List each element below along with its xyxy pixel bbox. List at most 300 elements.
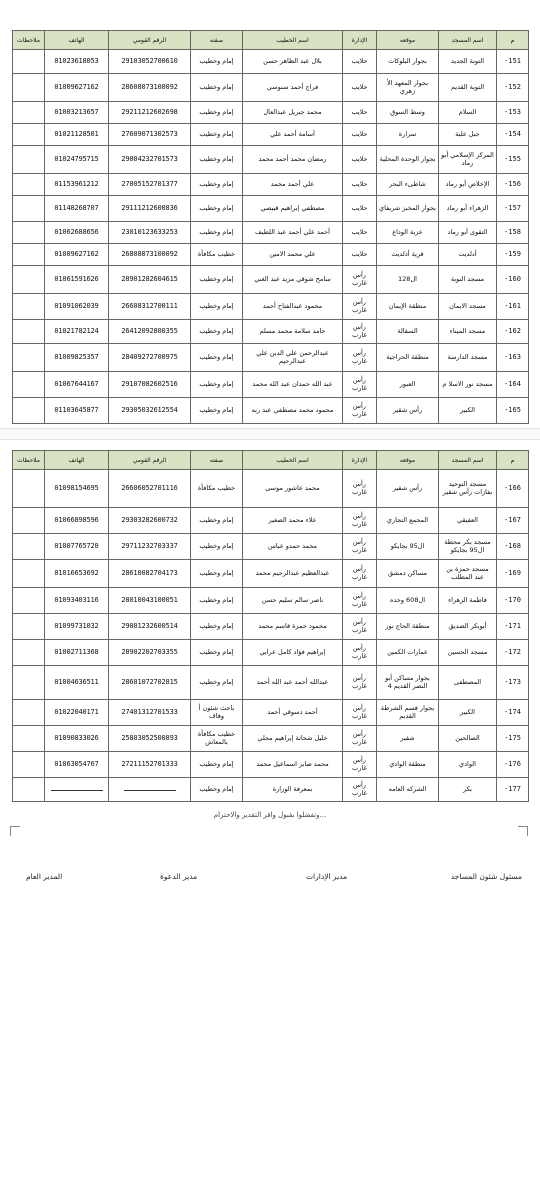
cell-idx: 158- xyxy=(497,222,529,244)
cell-preacher: عبدالله أحمد عبد الله أحمد xyxy=(243,666,343,700)
signature-general-director: المدير العام xyxy=(26,872,63,881)
cell-role: باحث شئون أ وقاف xyxy=(191,700,243,726)
mosques-table-page-2 xyxy=(12,450,528,802)
cell-mosque: مسجد حمزة بن عبد المطلب xyxy=(439,560,497,588)
cell-preacher: محمد حمدو عباس xyxy=(243,534,343,560)
cell-national-id: 28409272700975 xyxy=(109,344,191,372)
cell-phone: 01007765720 xyxy=(45,534,109,560)
cell-preacher: محمود حمزة قاسم محمد xyxy=(243,614,343,640)
cell-admin: رأس غارب xyxy=(343,266,377,294)
table-row xyxy=(13,174,529,196)
cell-notes xyxy=(13,124,45,146)
cell-role: إمام وخطيب xyxy=(191,196,243,222)
table-row xyxy=(13,74,529,102)
cell-admin: رأس غارب xyxy=(343,752,377,778)
cell-role: خطيب مكافأة xyxy=(191,470,243,508)
cell-admin: رأس غارب xyxy=(343,294,377,320)
cell-role: إمام وخطيب xyxy=(191,266,243,294)
cell-preacher: سامح شوقي مزيد عبد الغني xyxy=(243,266,343,294)
cell-mosque: الكبير xyxy=(439,398,497,424)
signature-dawah-director: مدير الدعوة xyxy=(160,872,198,881)
table-row xyxy=(13,50,529,74)
header-idx: م xyxy=(497,31,529,50)
cell-idx: 155- xyxy=(497,146,529,174)
cell-phone: 01063054767 xyxy=(45,752,109,778)
cell-idx: 177- xyxy=(497,778,529,802)
cell-notes xyxy=(13,398,45,424)
cell-national-id: 28902202703355 xyxy=(109,640,191,666)
cell-location: شاطىء البحر xyxy=(377,174,439,196)
cell-notes xyxy=(13,778,45,802)
cell-preacher: محمود محمد مصطفي عبد ربه xyxy=(243,398,343,424)
cell-admin: حلايب xyxy=(343,146,377,174)
header-notes: ملاحظات xyxy=(13,451,45,470)
cell-mosque: المركز الإسلامي أبو رماد xyxy=(439,146,497,174)
cell-phone: 01004636511 xyxy=(45,666,109,700)
table-row xyxy=(13,244,529,266)
cell-national-id: 27401312701533 xyxy=(109,700,191,726)
cell-mosque: مسجد بكر محطة ال95 بجايكو xyxy=(439,534,497,560)
cell-idx: 159- xyxy=(497,244,529,266)
cell-preacher: حامد سلامة محمد مسلم xyxy=(243,320,343,344)
cell-location: بجوار البلوكات xyxy=(377,50,439,74)
header-location: موقعه xyxy=(377,451,439,470)
cell-phone: 01016653692 xyxy=(45,560,109,588)
cell-national-id: 28608073100092 xyxy=(109,74,191,102)
cell-location: شقير xyxy=(377,726,439,752)
cell-role: إمام وخطيب xyxy=(191,222,243,244)
table-row xyxy=(13,778,529,802)
cell-notes xyxy=(13,102,45,124)
cell-idx: 168- xyxy=(497,534,529,560)
cell-notes xyxy=(13,614,45,640)
cell-idx: 164- xyxy=(497,372,529,398)
page-separator xyxy=(0,428,540,440)
cell-location: العبور xyxy=(377,372,439,398)
header-idx: م xyxy=(497,451,529,470)
cell-role: إمام وخطيب xyxy=(191,614,243,640)
table-row xyxy=(13,294,529,320)
cell-mosque: مسجد الميناء xyxy=(439,320,497,344)
table-body-2 xyxy=(13,470,529,802)
cell-idx: 165- xyxy=(497,398,529,424)
cell-national-id: 29107082602516 xyxy=(109,372,191,398)
cell-national-id: 29111212600836 xyxy=(109,196,191,222)
cell-admin: رأس غارب xyxy=(343,726,377,752)
cell-preacher: بلال عبد الظاهر حسن xyxy=(243,50,343,74)
cell-mosque: التوبة القديم xyxy=(439,74,497,102)
table-row xyxy=(13,508,529,534)
cell-mosque: الإخلاص أبو رماد xyxy=(439,174,497,196)
table-row xyxy=(13,124,529,146)
cell-role: إمام وخطيب xyxy=(191,344,243,372)
table-row xyxy=(13,372,529,398)
cell-national-id: 28610082704173 xyxy=(109,560,191,588)
table-header-row xyxy=(13,451,529,470)
header-admin: الإدارة xyxy=(343,31,377,50)
cell-admin: رأس غارب xyxy=(343,778,377,802)
cell-national-id xyxy=(109,778,191,802)
cell-admin: حلايب xyxy=(343,102,377,124)
cell-phone: 01021128501 xyxy=(45,124,109,146)
cell-preacher: رمضان محمد أحمد محمد xyxy=(243,146,343,174)
cell-mosque: المصطفى xyxy=(439,666,497,700)
cell-preacher: علاء محمد الصغير xyxy=(243,508,343,534)
cell-phone: 01103645877 xyxy=(45,398,109,424)
table-row xyxy=(13,700,529,726)
cell-location: منطقة الوادي xyxy=(377,752,439,778)
cell-idx: 156- xyxy=(497,174,529,196)
cell-role: خطيب مكافأة xyxy=(191,244,243,266)
cell-idx: 173- xyxy=(497,666,529,700)
cell-location: السقالة xyxy=(377,320,439,344)
cell-phone: 01009627162 xyxy=(45,244,109,266)
cell-preacher: عبدالعظيم عبدالرحيم محمد xyxy=(243,560,343,588)
cell-phone: 01099731032 xyxy=(45,614,109,640)
cell-role: إمام وخطيب xyxy=(191,74,243,102)
cell-admin: رأس غارب xyxy=(343,534,377,560)
cell-mosque: الكبير xyxy=(439,700,497,726)
cell-phone: 01009825357 xyxy=(45,344,109,372)
cell-admin: رأس غارب xyxy=(343,640,377,666)
cell-admin: رأس غارب xyxy=(343,666,377,700)
cell-admin: حلايب xyxy=(343,196,377,222)
header-role: صفته xyxy=(191,451,243,470)
cell-mosque: التوبة الجديد xyxy=(439,50,497,74)
cell-preacher: محمد عاشور موسى xyxy=(243,470,343,508)
cell-idx: 153- xyxy=(497,102,529,124)
cell-notes xyxy=(13,700,45,726)
cell-preacher: بمعرفة الوزارة xyxy=(243,778,343,802)
cell-preacher: علي محمد الامين xyxy=(243,244,343,266)
cell-role: إمام وخطيب xyxy=(191,124,243,146)
cell-national-id: 29211212602698 xyxy=(109,102,191,124)
cell-phone: 01153961212 xyxy=(45,174,109,196)
cell-role: إمام وخطيب xyxy=(191,752,243,778)
cell-phone: 01066898596 xyxy=(45,508,109,534)
cell-idx: 154- xyxy=(497,124,529,146)
cell-national-id: 27211152701333 xyxy=(109,752,191,778)
cell-admin: حلايب xyxy=(343,124,377,146)
cell-admin: رأس غارب xyxy=(343,614,377,640)
cell-location: وسط السوق xyxy=(377,102,439,124)
cell-location: منطقة الحراجية xyxy=(377,344,439,372)
cell-admin: رأس غارب xyxy=(343,398,377,424)
cell-national-id: 29001232600514 xyxy=(109,614,191,640)
cell-notes xyxy=(13,726,45,752)
cell-phone: 01009627162 xyxy=(45,74,109,102)
cell-preacher: محمد صابر اسماعيل محمد xyxy=(243,752,343,778)
header-phone: الهاتف xyxy=(45,451,109,470)
cell-phone: 01021782124 xyxy=(45,320,109,344)
cell-phone: 01090833026 xyxy=(45,726,109,752)
cell-phone: 01022040171 xyxy=(45,700,109,726)
cell-notes xyxy=(13,666,45,700)
cell-notes xyxy=(13,588,45,614)
cell-role: إمام وخطيب xyxy=(191,294,243,320)
cell-phone: 01002711368 xyxy=(45,640,109,666)
header-mosque: اسم المسجد xyxy=(439,451,497,470)
cell-location: رأس شقير xyxy=(377,470,439,508)
table-row xyxy=(13,102,529,124)
blank-line xyxy=(124,786,176,791)
cell-phone: 01093403116 xyxy=(45,588,109,614)
signature-mosques-officer: مسئول شئون المساجد xyxy=(450,872,522,881)
cell-admin: رأس غارب xyxy=(343,560,377,588)
table-row xyxy=(13,320,529,344)
cell-notes xyxy=(13,560,45,588)
cell-admin: حلايب xyxy=(343,222,377,244)
cell-preacher: خليل شحاتة إبراهيم مجلي xyxy=(243,726,343,752)
table-row xyxy=(13,534,529,560)
table-row xyxy=(13,666,529,700)
cell-idx: 151- xyxy=(497,50,529,74)
table-row xyxy=(13,146,529,174)
closing-line: وتفضلوا بقبول وافر التقدير والاحترام... xyxy=(213,811,327,819)
cell-notes xyxy=(13,222,45,244)
cell-role: إمام وخطيب xyxy=(191,666,243,700)
cell-admin: رأس غارب xyxy=(343,588,377,614)
cell-idx: 176- xyxy=(497,752,529,778)
cell-role: إمام وخطيب xyxy=(191,320,243,344)
cell-national-id: 26606052701116 xyxy=(109,470,191,508)
cell-preacher: محمود عبدالفتاح أحمد xyxy=(243,294,343,320)
cell-preacher: إبراهيم فؤاد كامل عرابي xyxy=(243,640,343,666)
table-row xyxy=(13,470,529,508)
header-notes: ملاحظات xyxy=(13,31,45,50)
cell-mosque: بكر xyxy=(439,778,497,802)
cell-role: إمام وخطيب xyxy=(191,534,243,560)
cell-phone: 01062688656 xyxy=(45,222,109,244)
cell-national-id: 29711232703337 xyxy=(109,534,191,560)
cell-notes xyxy=(13,266,45,294)
cell-national-id: 28601072702815 xyxy=(109,666,191,700)
cell-role: إمام وخطيب xyxy=(191,372,243,398)
header-role: صفته xyxy=(191,31,243,50)
cell-preacher: محمد جبريل عبدالعال xyxy=(243,102,343,124)
cell-mosque: الوادي xyxy=(439,752,497,778)
cell-location: بجوار المعهد الأ زهري xyxy=(377,74,439,102)
cell-notes xyxy=(13,344,45,372)
cell-location: بجوار الوحدة المحلية xyxy=(377,146,439,174)
header-preacher: اسم الخطيب xyxy=(243,31,343,50)
cell-role: إمام وخطيب xyxy=(191,50,243,74)
cell-notes xyxy=(13,50,45,74)
table-row xyxy=(13,726,529,752)
cell-location: سرارة xyxy=(377,124,439,146)
cell-role: خطيب مكافأة بالمعاش xyxy=(191,726,243,752)
cell-national-id: 29103052700610 xyxy=(109,50,191,74)
table-row xyxy=(13,614,529,640)
mosques-table-2 xyxy=(12,450,529,802)
cell-admin: رأس غارب xyxy=(343,470,377,508)
cell-role: إمام وخطيب xyxy=(191,508,243,534)
header-admin: الإدارة xyxy=(343,451,377,470)
cell-location: المجمع التجاري xyxy=(377,508,439,534)
cell-location: بجوار المخبز شريفاي xyxy=(377,196,439,222)
cell-mosque: أدلديت xyxy=(439,244,497,266)
cell-location: مساكن دمشق xyxy=(377,560,439,588)
cell-national-id: 28010043100051 xyxy=(109,588,191,614)
cell-location: رأس شقير xyxy=(377,398,439,424)
cell-preacher: أحمد علي أحمد عبد اللطيف xyxy=(243,222,343,244)
cell-idx: 169- xyxy=(497,560,529,588)
cell-notes xyxy=(13,534,45,560)
cell-idx: 174- xyxy=(497,700,529,726)
cell-admin: رأس غارب xyxy=(343,372,377,398)
cell-mosque: الصالحين xyxy=(439,726,497,752)
header-preacher: اسم الخطيب xyxy=(243,451,343,470)
cell-phone: 01091062039 xyxy=(45,294,109,320)
cell-location: بجوار مساكن أبو النصر القديم 4 xyxy=(377,666,439,700)
cell-idx: 160- xyxy=(497,266,529,294)
cell-admin: حلايب xyxy=(343,74,377,102)
cell-admin: رأس غارب xyxy=(343,700,377,726)
cell-role: إمام وخطيب xyxy=(191,398,243,424)
header-national-id: الرقم القومي xyxy=(109,451,191,470)
cell-national-id: 28901282604615 xyxy=(109,266,191,294)
cell-location: قرية أدلديت xyxy=(377,244,439,266)
cell-notes xyxy=(13,174,45,196)
cell-phone: 01098154695 xyxy=(45,470,109,508)
cell-phone: 01023618053 xyxy=(45,50,109,74)
cell-mosque: مسجد الايمان xyxy=(439,294,497,320)
cell-notes xyxy=(13,470,45,508)
cell-admin: رأس غارب xyxy=(343,508,377,534)
table-row xyxy=(13,398,529,424)
cell-notes xyxy=(13,752,45,778)
table-header-row xyxy=(13,31,529,50)
cell-preacher: مصطفي إبراهيم قبيصي xyxy=(243,196,343,222)
header-location: موقعه xyxy=(377,31,439,50)
cell-notes xyxy=(13,196,45,222)
table-row xyxy=(13,266,529,294)
cell-mosque: مسجد نور الاسلا م xyxy=(439,372,497,398)
table-row xyxy=(13,752,529,778)
cell-mosque: جبل علبة xyxy=(439,124,497,146)
cell-phone xyxy=(45,778,109,802)
cell-location: عمارات الكمين xyxy=(377,640,439,666)
cell-notes xyxy=(13,146,45,174)
cell-admin: حلايب xyxy=(343,244,377,266)
cell-idx: 171- xyxy=(497,614,529,640)
cell-location: ال608 وحده xyxy=(377,588,439,614)
table-row xyxy=(13,196,529,222)
cell-idx: 166- xyxy=(497,470,529,508)
cell-notes xyxy=(13,294,45,320)
cell-notes xyxy=(13,372,45,398)
crop-mark xyxy=(518,826,528,836)
cell-phone: 01061591626 xyxy=(45,266,109,294)
cell-phone: 01148268707 xyxy=(45,196,109,222)
header-national-id: الرقم القومي xyxy=(109,31,191,50)
cell-mosque: مسجد التوحيد بفازات رأس شقير xyxy=(439,470,497,508)
mosques-table-1 xyxy=(12,30,529,424)
cell-role: إمام وخطيب xyxy=(191,174,243,196)
cell-national-id: 29303282600732 xyxy=(109,508,191,534)
cell-admin: حلايب xyxy=(343,50,377,74)
cell-role: إمام وخطيب xyxy=(191,640,243,666)
cell-national-id: 27005152701377 xyxy=(109,174,191,196)
cell-role: إمام وخطيب xyxy=(191,146,243,174)
cell-preacher: أسامة أحمد علي xyxy=(243,124,343,146)
cell-preacher: فراج أحمد سنوسي xyxy=(243,74,343,102)
cell-mosque: العقيقي xyxy=(439,508,497,534)
cell-mosque: مسجد الحسين xyxy=(439,640,497,666)
cell-admin: حلايب xyxy=(343,174,377,196)
table-body-1 xyxy=(13,50,529,424)
cell-notes xyxy=(13,244,45,266)
cell-phone: 01067644167 xyxy=(45,372,109,398)
cell-mosque: مسجد الدارسة xyxy=(439,344,497,372)
table-row xyxy=(13,588,529,614)
cell-admin: رأس غارب xyxy=(343,344,377,372)
cell-phone: 01024795715 xyxy=(45,146,109,174)
cell-preacher: عبدالرحمن علي الدين علي عبدالرحيم xyxy=(243,344,343,372)
cell-idx: 162- xyxy=(497,320,529,344)
cell-mosque: التقوى أبو رماد xyxy=(439,222,497,244)
cell-national-id: 26608312700111 xyxy=(109,294,191,320)
cell-notes xyxy=(13,508,45,534)
cell-preacher: أحمد دسوقي أحمد xyxy=(243,700,343,726)
cell-location: الشركه العامه xyxy=(377,778,439,802)
table-row xyxy=(13,560,529,588)
cell-mosque: فاطمة الزهراء xyxy=(439,588,497,614)
cell-idx: 163- xyxy=(497,344,529,372)
cell-role: إمام وخطيب xyxy=(191,588,243,614)
cell-preacher: علي أحمد محمد xyxy=(243,174,343,196)
header-phone: الهاتف xyxy=(45,31,109,50)
cell-preacher: ناصر سالم سليم حسن xyxy=(243,588,343,614)
cell-national-id: 29004232701573 xyxy=(109,146,191,174)
cell-idx: 170- xyxy=(497,588,529,614)
table-row xyxy=(13,222,529,244)
cell-location: ال128 xyxy=(377,266,439,294)
cell-idx: 152- xyxy=(497,74,529,102)
cell-notes xyxy=(13,74,45,102)
header-mosque: اسم المسجد xyxy=(439,31,497,50)
crop-mark xyxy=(10,826,20,836)
cell-national-id: 26412092800355 xyxy=(109,320,191,344)
cell-location: منطقة الإيمان xyxy=(377,294,439,320)
cell-role: إمام وخطيب xyxy=(191,778,243,802)
cell-preacher: عبد الله حمدان عبد الله محمد xyxy=(243,372,343,398)
cell-mosque: الزهراء أبو رماد xyxy=(439,196,497,222)
cell-national-id: 23010123633253 xyxy=(109,222,191,244)
cell-notes xyxy=(13,320,45,344)
signature-admins-director: مدير الإدارات xyxy=(306,872,348,881)
cell-role: إمام وخطيب xyxy=(191,102,243,124)
cell-notes xyxy=(13,640,45,666)
cell-national-id: 27609071302573 xyxy=(109,124,191,146)
cell-idx: 172- xyxy=(497,640,529,666)
table-row xyxy=(13,344,529,372)
cell-national-id: 29305032612554 xyxy=(109,398,191,424)
cell-admin: رأس غارب xyxy=(343,320,377,344)
cell-phone: 01003213657 xyxy=(45,102,109,124)
mosques-table-page-1 xyxy=(12,30,528,424)
blank-line xyxy=(51,786,103,791)
cell-role: إمام وخطيب xyxy=(191,560,243,588)
cell-mosque: السلام xyxy=(439,102,497,124)
cell-national-id: 25803052500893 xyxy=(109,726,191,752)
cell-mosque: أبوبكر الصديق xyxy=(439,614,497,640)
cell-idx: 161- xyxy=(497,294,529,320)
table-row xyxy=(13,640,529,666)
cell-mosque: مسجد النوبة xyxy=(439,266,497,294)
cell-location: عزبة الوداع xyxy=(377,222,439,244)
cell-location: ال95 بجايكو xyxy=(377,534,439,560)
